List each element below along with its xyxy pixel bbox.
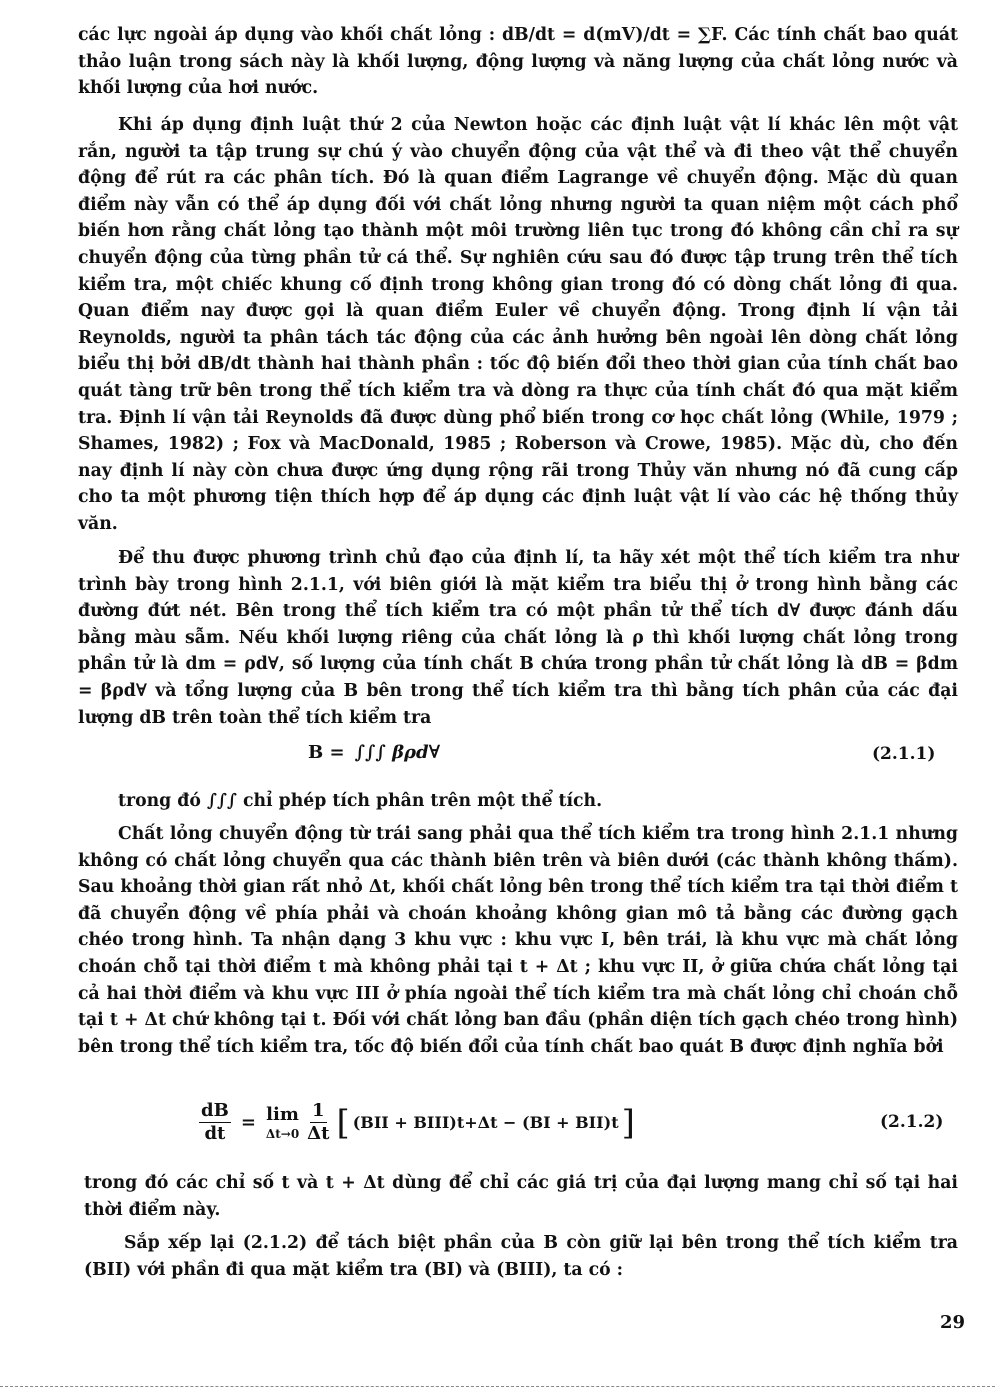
equation-2-denominator: dt bbox=[204, 1123, 226, 1144]
equation-2-body: (BII + BIII)t+Δt − (BI + BII)t bbox=[352, 1113, 619, 1132]
equation-2-numerator: dB bbox=[201, 1100, 229, 1121]
equation-1-number: (2.1.1) bbox=[872, 744, 936, 764]
paragraph-7: Sắp xếp lại (2.1.2) để tách biệt phần của B còn giữ lại bên trong thể tích kiểm tra (BII) với phần đi qua mặt kiểm tra (BI) và (BIII), ta có : bbox=[84, 1233, 958, 1280]
equation-2-frac-den: Δt bbox=[307, 1123, 330, 1144]
paragraph-1: các lực ngoài áp dụng vào khối chất lỏng : dB/dt = d(mV)/dt = ∑F. Các tính chất bao quát thảo luận trong sách này là khối lượng, động lượng và năng lượng của chất lỏng nước và khối lượng của hơi nước. bbox=[78, 25, 958, 99]
equation-2-lim-sub: Δt→0 bbox=[265, 1127, 300, 1141]
paragraph-5: Chất lỏng chuyển động từ trái sang phải qua thể tích kiểm tra trong hình 2.1.1 nhưng không có chất lỏng chuyển qua các thành biên trên và biên dưới (các thành không thấm). Sau khoảng thời gian rất nhỏ Δt, khối chất lỏng bên trong thể tích kiểm tra tại thời điểm t đã chuyển động về phía phải và choán khoảng không gian mô tả bằng các đường gạch chéo trong hình. Ta nhận dạng 3 khu vực : khu vực I, bên trái, là khu vực mà chất lỏng choán chỗ tại thời điểm t mà không phải tại t + Δt ; khu vực II, ở giữa chứa chất lỏng tại cả hai thời điểm và khu vực III ở phía ngoài thể tích kiểm tra mà chất lỏng chỉ choán chỗ tại t + Δt chứ không tại t. Đối với chất lỏng ban đầu (phần diện tích gạch chéo trong hình) bên trong thể tích kiểm tra, tốc độ biến đổi của tính chất bao quát B được định nghĩa bởi bbox=[78, 824, 958, 1057]
footer-divider bbox=[0, 1386, 995, 1388]
equation-1-rhs: ∫∫∫ βρd∀ bbox=[354, 742, 441, 763]
equation-2-number: (2.1.2) bbox=[880, 1112, 944, 1132]
right-bracket-icon: ] bbox=[621, 1102, 635, 1143]
equation-2-inverse-dt bbox=[307, 1100, 329, 1145]
equation-2-limit bbox=[266, 1104, 299, 1141]
equation-1-lhs: B = bbox=[308, 742, 345, 763]
left-bracket-icon: [ bbox=[336, 1102, 350, 1143]
paragraph-6: trong đó các chỉ số t và t + Δt dùng để chỉ các giá trị của đại lượng mang chỉ số tại hai thời điểm này. bbox=[84, 1173, 958, 1220]
equation-2-frac-num: 1 bbox=[312, 1100, 325, 1121]
equation-2-1-1 bbox=[308, 742, 440, 763]
equation-2-derivative bbox=[199, 1100, 231, 1145]
page-number: 29 bbox=[940, 1312, 966, 1333]
paragraph-2: Khi áp dụng định luật thứ 2 của Newton hoặc các định luật vật lí khác lên một vật rắn, người ta tập trung sự chú ý vào chuyển động của vật thể và đi theo vật thể chuyển động để rút ra các phân tích. Đó là quan điểm Lagrange về chuyển động. Mặc dù quan điểm này vẫn có thể áp dụng đối với chất lỏng nhưng người ta quan niệm một cách phổ biến hơn rằng chất lỏng tạo thành một môi trường liên tục trong đó không cần chỉ ra sự chuyển động của từng phần tử cá thể. Sự nghiên cứu sau đó được tập trung trên thể tích kiểm tra, một chiếc khung cố định trong không gian trong đó có dòng chất lỏng đi qua. Quan điểm nay được gọi là quan điểm Euler về chuyển động. Trong định lí vận tải Reynolds, người ta phân tách tác động của các ảnh hưởng bên ngoài lên dòng chất lỏng biểu thị bởi dB/dt thành hai thành phần : tốc độ biến đổi theo thời gian của tính chất bao quát tàng trữ bên trong thể tích kiểm tra và dòng ra thực của tính chất đó qua mặt kiểm tra. Định lí vận tải Reynolds đã được dùng phổ biến trong cơ học chất lỏng (While, 1979 ; Shames, 1982) ; Fox và MacDonald, 1985 ; Roberson và Crowe, 1985). Mặc dù, cho đến nay định lí này còn chưa được ứng dụng rộng rãi trong Thủy văn nhưng nó đã cung cấp cho ta một phương tiện thích hợp để áp dụng các định luật vật lí vào các hệ thống thủy văn. bbox=[78, 115, 958, 534]
equation-2-1-2 bbox=[195, 1100, 638, 1145]
paragraph-3: Để thu được phương trình chủ đạo của định lí, ta hãy xét một thể tích kiểm tra như trình bày trong hình 2.1.1, với biên giới là mặt kiểm tra biểu thị ở trong hình bằng các đường đứt nét. Bên trong thể tích kiểm tra có một phần tử thể tích d∀ được đánh dấu bằng màu sẫm. Nếu khối lượng riêng của chất lỏng là ρ thì khối lượng chất lỏng trong phần tử là dm = ρd∀, số lượng của tính chất B chứa trong phần tử chất lỏng là dB = βdm = βρd∀ và tổng lượng của B bên trong thể tích kiểm tra thì bằng tích phân của các đại lượng dB trên toàn thể tích kiểm tra bbox=[78, 548, 958, 728]
equation-2-equals: = bbox=[240, 1112, 256, 1133]
paragraph-4: trong đó ∫∫∫ chỉ phép tích phân trên một thể tích. bbox=[118, 791, 603, 811]
equation-2-lim-label: lim bbox=[266, 1104, 299, 1125]
